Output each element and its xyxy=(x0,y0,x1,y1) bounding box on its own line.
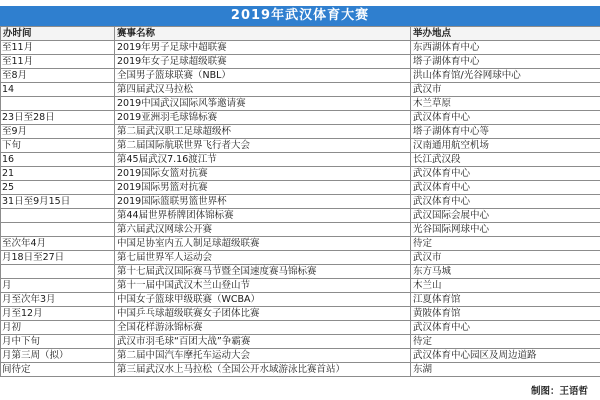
cell-time: 25 xyxy=(1,181,115,195)
table-row xyxy=(1,265,600,279)
cell-time: 下旬 xyxy=(1,139,115,153)
cell-event: 第三届武汉水上马拉松（全国公开水域游泳比赛首站） xyxy=(115,363,411,377)
cell-time: 月至12月 xyxy=(1,307,115,321)
cell-time: 月至次年3月 xyxy=(1,293,115,307)
cell-time: 23日至28日 xyxy=(1,111,115,125)
cell-time: 月初 xyxy=(1,321,115,335)
cell-event: 中国足协室内五人制足球超级联赛 xyxy=(115,237,411,251)
cell-event: 武汉市羽毛球“百团大战”争霸赛 xyxy=(115,335,411,349)
table-row xyxy=(1,181,600,195)
cell-event: 全国花样游泳锦标赛 xyxy=(115,321,411,335)
cell-venue: 武汉市 xyxy=(411,251,600,265)
cell-venue: 江夏体育馆 xyxy=(411,293,600,307)
cell-venue: 武汉市 xyxy=(411,83,600,97)
table-row xyxy=(1,125,600,139)
table-row xyxy=(1,279,600,293)
table-row xyxy=(1,209,600,223)
cell-venue: 东方马城 xyxy=(411,265,600,279)
cell-event: 第七届世界军人运动会 xyxy=(115,251,411,265)
column-header-time: 办时间 xyxy=(1,27,115,41)
table-row xyxy=(1,83,600,97)
cell-event: 第四届武汉马拉松 xyxy=(115,83,411,97)
cell-time: 至11月 xyxy=(1,41,115,55)
cell-event: 2019国际女篮对抗赛 xyxy=(115,167,411,181)
cell-event: 第45届武汉7.16渡江节 xyxy=(115,153,411,167)
cell-time: 月 xyxy=(1,279,115,293)
cell-time: 至9月 xyxy=(1,125,115,139)
cell-time: 至8月 xyxy=(1,69,115,83)
cell-event: 2019亚洲羽毛球锦标赛 xyxy=(115,111,411,125)
event-schedule-table xyxy=(0,26,600,377)
cell-venue: 汉南通用航空机场 xyxy=(411,139,600,153)
cell-time: 月18日至27日 xyxy=(1,251,115,265)
cell-venue: 武汉体育中心园区及周边道路 xyxy=(411,349,600,363)
page-title: 2019年武汉体育大赛 xyxy=(0,6,600,26)
cell-venue: 长江武汉段 xyxy=(411,153,600,167)
cell-time: 14 xyxy=(1,83,115,97)
cell-event: 第十一届中国武汉木兰山登山节 xyxy=(115,279,411,293)
cell-venue: 武汉国际会展中心 xyxy=(411,209,600,223)
cell-venue: 待定 xyxy=(411,335,600,349)
cell-event: 第二届国际航联世界飞行者大会 xyxy=(115,139,411,153)
cell-venue: 武汉体育中心 xyxy=(411,321,600,335)
table-row xyxy=(1,293,600,307)
cell-time: 16 xyxy=(1,153,115,167)
cell-event: 第二届中国汽车摩托车运动大会 xyxy=(115,349,411,363)
column-header-venue: 举办地点 xyxy=(411,27,600,41)
table-row xyxy=(1,195,600,209)
table-row xyxy=(1,307,600,321)
cell-event: 中国乒乓球超级联赛女子团体比赛 xyxy=(115,307,411,321)
cell-event: 中国女子篮球甲级联赛（WCBA） xyxy=(115,293,411,307)
table-row xyxy=(1,223,600,237)
cell-venue: 洪山体育馆/光谷网球中心 xyxy=(411,69,600,83)
cell-time: 月中下旬 xyxy=(1,335,115,349)
cell-event: 第十七届武汉国际赛马节暨全国速度赛马锦标赛 xyxy=(115,265,411,279)
table-row xyxy=(1,251,600,265)
table-row xyxy=(1,335,600,349)
cell-venue: 东湖 xyxy=(411,363,600,377)
cell-event: 2019国际男篮对抗赛 xyxy=(115,181,411,195)
cell-time xyxy=(1,265,115,279)
cell-venue: 待定 xyxy=(411,237,600,251)
cell-venue: 东西湖体育中心 xyxy=(411,41,600,55)
table-row xyxy=(1,139,600,153)
cell-venue: 木兰草原 xyxy=(411,97,600,111)
table-row xyxy=(1,363,600,377)
column-header-event: 赛事名称 xyxy=(115,27,411,41)
cell-venue: 武汉体育中心 xyxy=(411,181,600,195)
cell-time: 月第三周（拟） xyxy=(1,349,115,363)
table-row xyxy=(1,111,600,125)
cell-event: 2019年男子足球中超联赛 xyxy=(115,41,411,55)
cell-venue: 塔子湖体育中心等 xyxy=(411,125,600,139)
cell-venue: 塔子湖体育中心 xyxy=(411,55,600,69)
cell-venue: 光谷国际网球中心 xyxy=(411,223,600,237)
cell-venue: 武汉体育中心 xyxy=(411,167,600,181)
cell-venue: 木兰山 xyxy=(411,279,600,293)
table-body xyxy=(1,41,600,377)
table-row xyxy=(1,167,600,181)
cell-time xyxy=(1,223,115,237)
cell-time: 至11月 xyxy=(1,55,115,69)
cell-event: 全国男子篮球联赛（NBL） xyxy=(115,69,411,83)
table-row xyxy=(1,69,600,83)
cell-time xyxy=(1,209,115,223)
cell-time: 21 xyxy=(1,167,115,181)
cell-time xyxy=(1,97,115,111)
table-row xyxy=(1,41,600,55)
cell-venue: 武汉体育中心 xyxy=(411,111,600,125)
cell-venue: 黄陂体育馆 xyxy=(411,307,600,321)
cell-event: 2019中国武汉国际风筝邀请赛 xyxy=(115,97,411,111)
cell-event: 第二届武汉职工足球超级杯 xyxy=(115,125,411,139)
table-row xyxy=(1,97,600,111)
cell-time: 间待定 xyxy=(1,363,115,377)
table-row xyxy=(1,55,600,69)
table-row xyxy=(1,237,600,251)
cell-time: 31日至9月15日 xyxy=(1,195,115,209)
table-header-row xyxy=(1,27,600,41)
cell-event: 第六届武汉网球公开赛 xyxy=(115,223,411,237)
cell-event: 2019国际篮联男篮世界杯 xyxy=(115,195,411,209)
table-row xyxy=(1,321,600,335)
cell-venue: 武汉体育中心 xyxy=(411,195,600,209)
cell-event: 第44届世界桥牌团体锦标赛 xyxy=(115,209,411,223)
table-row xyxy=(1,349,600,363)
credit-line: 制图：王语哲 xyxy=(530,386,588,397)
cell-event: 2019年女子足球超级联赛 xyxy=(115,55,411,69)
cell-time: 至次年4月 xyxy=(1,237,115,251)
table-row xyxy=(1,153,600,167)
